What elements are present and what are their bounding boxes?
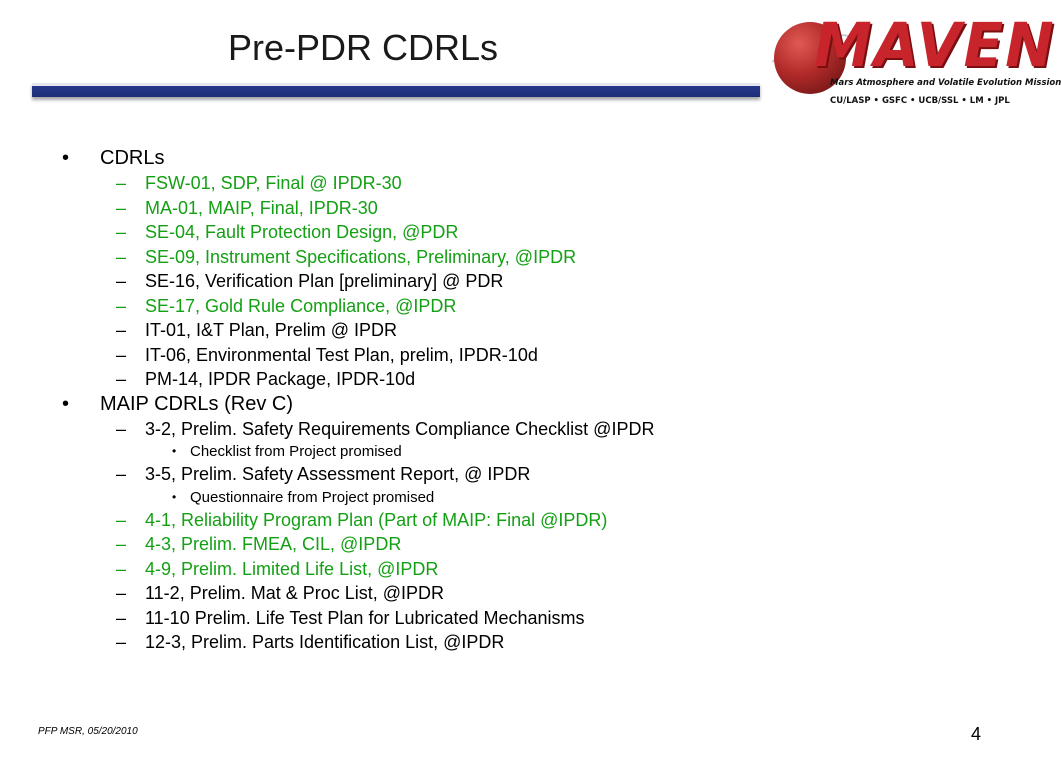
sub-bullet-text: 12-3, Prelim. Parts Identification List, @IPDR (145, 632, 505, 652)
logo-wordmark: MAVEN (814, 9, 1056, 81)
sub-bullet-text: 3-2, Prelim. Safety Requirements Compliance Checklist @IPDR (145, 418, 655, 439)
dash-icon: – (116, 197, 127, 218)
dash-icon: – (116, 632, 127, 652)
dash-icon: – (116, 222, 127, 242)
dash-icon: – (116, 246, 127, 267)
bullet-list (0, 146, 1024, 655)
sub-bullet-item (0, 343, 1024, 368)
dash-icon: – (116, 607, 127, 628)
sub-bullet-text: SE-17, Gold Rule Compliance, @IPDR (145, 295, 457, 316)
sub-bullet-item (0, 581, 1024, 606)
sub-bullet-item (0, 606, 1024, 631)
sub-bullet-item (0, 220, 1024, 245)
dash-icon: – (116, 558, 127, 579)
dash-icon: – (116, 369, 127, 389)
sub-bullet-text: 4-3, Prelim. FMEA, CIL, @IPDR (145, 534, 402, 554)
bullet-dot-icon: • (62, 147, 70, 169)
sub-bullet-item (0, 508, 1024, 533)
sub-sub-bullet-text: Questionnaire from Project promised (190, 488, 435, 506)
sub-bullet-item (0, 269, 1024, 294)
sub-bullet-item (0, 294, 1024, 319)
dash-icon: – (116, 271, 127, 291)
sub-bullet-text: PM-14, IPDR Package, IPDR-10d (145, 369, 416, 389)
sub-bullet-text: IT-01, I&T Plan, Prelim @ IPDR (145, 320, 398, 340)
dash-icon: – (116, 418, 127, 439)
sub-bullet-item (0, 532, 1024, 557)
bullet-dot-icon: • (62, 392, 70, 415)
logo-tagline: Mars Atmosphere and Volatile Evolution Mission (830, 78, 1061, 88)
sub-bullet-item (0, 367, 1024, 392)
bullet-text: CDRLs (100, 147, 165, 169)
sub-bullet-text: IT-06, Environmental Test Plan, prelim, IPDR-10d (145, 344, 538, 365)
bullet-text: MAIP CDRLs (Rev C) (100, 392, 293, 415)
sub-bullet-text: SE-16, Verification Plan [preliminary] @ PDR (145, 271, 504, 291)
dash-icon: – (116, 464, 127, 484)
sub-bullet-text: MA-01, MAIP, Final, IPDR-30 (145, 197, 378, 218)
title-underline-bar (32, 83, 760, 97)
dash-icon: – (116, 320, 127, 340)
sub-sub-bullet-item (0, 487, 1024, 508)
bullet-item (0, 146, 1024, 171)
dash-icon: – (116, 344, 127, 365)
sub-bullet-text: 4-9, Prelim. Limited Life List, @IPDR (145, 558, 439, 579)
bullet-item (0, 392, 1024, 417)
page-number: 4 (971, 724, 982, 744)
sub-bullet-item (0, 462, 1024, 487)
sub-bullet-item (0, 318, 1024, 343)
bullet-dot-icon: • (172, 444, 177, 458)
sub-bullet-item (0, 245, 1024, 270)
sub-bullet-text: 11-2, Prelim. Mat & Proc List, @IPDR (145, 583, 445, 603)
dash-icon: – (116, 583, 127, 603)
sub-bullet-text: SE-09, Instrument Specifications, Preliminary, @IPDR (145, 246, 577, 267)
dash-icon: – (116, 509, 127, 530)
sub-bullet-item (0, 630, 1024, 655)
bullet-dot-icon: • (172, 489, 177, 504)
sub-sub-bullet-text: Checklist from Project promised (190, 443, 402, 460)
logo-partners: CU/LASP • GSFC • UCB/SSL • LM • JPL (830, 96, 1010, 106)
dash-icon: – (116, 534, 127, 554)
dash-icon: – (116, 295, 127, 316)
sub-bullet-item (0, 171, 1024, 196)
slide-title: Pre-PDR CDRLs (228, 27, 499, 68)
footer-text: PFP MSR, 05/20/2010 (38, 726, 138, 737)
sub-bullet-text: 11-10 Prelim. Life Test Plan for Lubricated Mechanisms (145, 607, 585, 628)
sub-sub-bullet-item (0, 441, 1024, 462)
maven-logo (770, 8, 1061, 112)
sub-bullet-text: SE-04, Fault Protection Design, @PDR (145, 222, 459, 242)
sub-bullet-text: FSW-01, SDP, Final @ IPDR-30 (145, 173, 402, 193)
sub-bullet-item (0, 557, 1024, 582)
sub-bullet-text: 4-1, Reliability Program Plan (Part of MAIP: Final @IPDR) (145, 509, 608, 530)
sub-bullet-text: 3-5, Prelim. Safety Assessment Report, @ IPDR (145, 464, 531, 484)
sub-bullet-item (0, 417, 1024, 442)
sub-bullet-item (0, 196, 1024, 221)
dash-icon: – (116, 173, 127, 193)
